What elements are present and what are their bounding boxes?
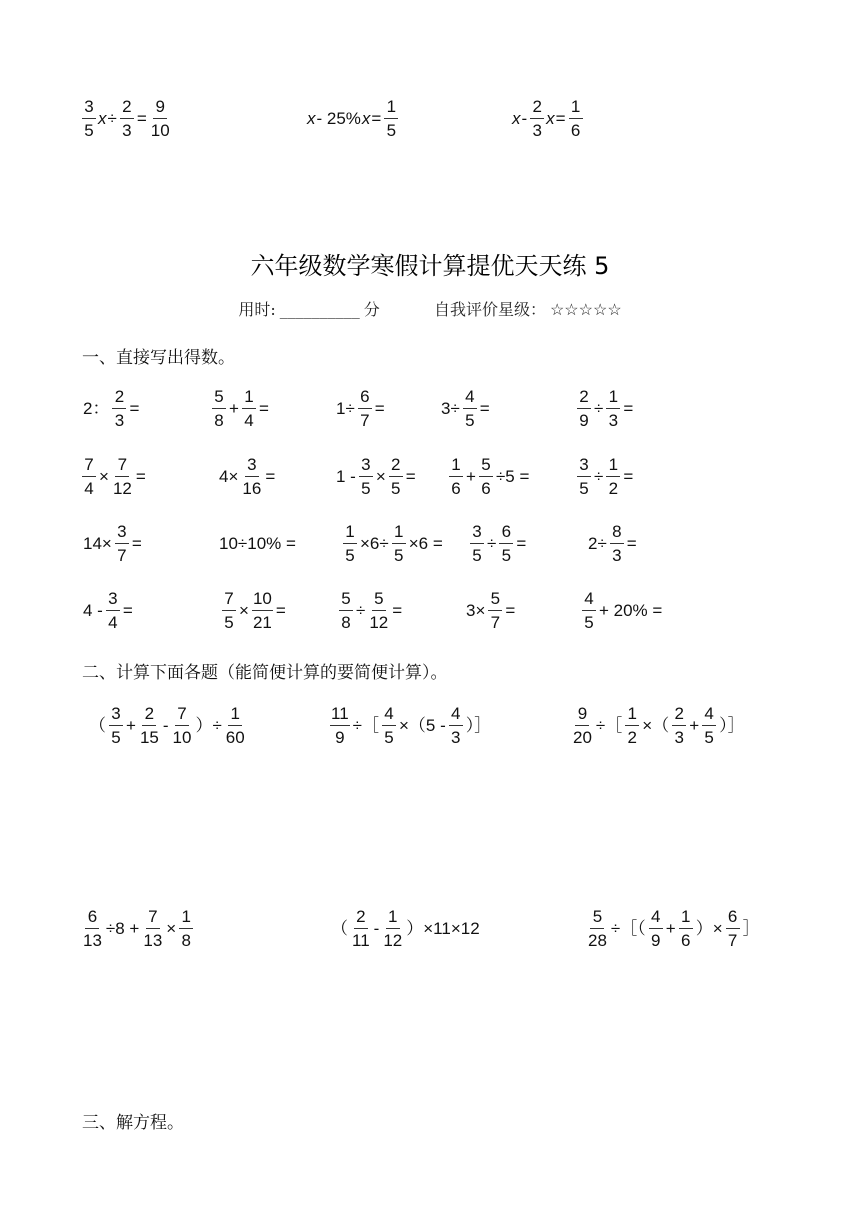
numerator: 1 xyxy=(228,705,242,726)
denominator: 10 xyxy=(150,120,170,140)
numerator: 9 xyxy=(153,98,167,119)
denominator: 8 xyxy=(181,930,191,950)
denominator: 5 xyxy=(111,727,121,747)
denominator: 3 xyxy=(532,120,542,140)
fraction xyxy=(569,98,583,139)
math-text: ）×11×12 xyxy=(406,918,480,938)
fraction xyxy=(606,456,620,497)
denominator: 7 xyxy=(490,612,501,632)
fraction xyxy=(109,705,123,746)
math-expression-oral-20 xyxy=(580,588,663,632)
denominator: 3 xyxy=(612,545,622,565)
fraction xyxy=(112,456,133,497)
math-text: = xyxy=(405,466,416,486)
fraction xyxy=(330,705,350,746)
math-text: ÷ xyxy=(107,108,117,128)
denominator: 13 xyxy=(143,930,163,950)
math-text: 4× xyxy=(219,466,239,486)
math-text: ÷ xyxy=(487,533,497,553)
math-text: = xyxy=(122,600,133,620)
math-expression-top-eq-1 xyxy=(80,96,173,140)
numerator: 11 xyxy=(330,705,350,726)
numerator: 2 xyxy=(112,388,126,409)
variable: x xyxy=(307,108,316,128)
math-text: = xyxy=(374,398,385,418)
numerator: 1 xyxy=(625,705,639,726)
numerator: 3 xyxy=(577,456,591,477)
fraction xyxy=(150,98,171,139)
denominator: 15 xyxy=(139,727,159,747)
fraction xyxy=(499,523,513,564)
numerator: 3 xyxy=(245,456,259,477)
math-expression-oral-17 xyxy=(220,588,287,632)
fraction xyxy=(252,590,273,631)
math-text: - xyxy=(373,918,380,938)
denominator: 2 xyxy=(627,727,637,747)
math-text: ×（ xyxy=(642,715,670,735)
math-text: ×6 = xyxy=(408,533,443,553)
math-text: ÷5 = xyxy=(495,466,530,486)
math-text: ÷ xyxy=(594,398,604,418)
numerator: 6 xyxy=(726,908,740,929)
math-text: ）］ xyxy=(719,715,745,735)
math-expression-calc-2 xyxy=(328,703,492,747)
denominator: 7 xyxy=(727,930,738,950)
denominator: 21 xyxy=(252,612,272,632)
math-text: 1÷ xyxy=(336,398,355,418)
math-text: ÷［ xyxy=(352,715,379,735)
numerator: 7 xyxy=(175,705,189,726)
denominator: 28 xyxy=(588,930,607,950)
math-text: = xyxy=(555,108,566,128)
numerator: 2 xyxy=(577,388,591,409)
fraction xyxy=(672,705,686,746)
fraction xyxy=(222,590,236,631)
numerator: 2 xyxy=(142,705,156,726)
math-text: + 20% = xyxy=(599,600,663,620)
denominator: 5 xyxy=(391,478,401,498)
denominator: 60 xyxy=(225,727,245,747)
numerator: 3 xyxy=(109,705,123,726)
fraction xyxy=(106,590,120,631)
math-text: （ xyxy=(89,715,106,735)
denominator: 5 xyxy=(704,727,714,747)
math-text: ÷8 + xyxy=(105,918,140,938)
numerator: 1 xyxy=(343,523,357,544)
math-expression-oral-3 xyxy=(335,386,386,430)
fraction xyxy=(382,705,396,746)
denominator: 5 xyxy=(472,545,482,565)
fraction xyxy=(726,908,740,949)
math-text: + xyxy=(229,398,239,418)
math-text: ］ xyxy=(742,918,760,938)
denominator: 6 xyxy=(680,930,691,950)
denominator: 6 xyxy=(481,478,491,498)
math-text: 10÷10% = xyxy=(219,533,296,553)
denominator: 13 xyxy=(83,930,102,950)
denominator: 10 xyxy=(172,727,192,747)
math-text: = xyxy=(392,600,403,620)
variable: x xyxy=(546,108,555,128)
math-expression-oral-8 xyxy=(335,454,417,498)
minutes-label: 分 xyxy=(363,300,380,319)
math-expression-calc-6 xyxy=(585,906,761,950)
math-text: × xyxy=(239,600,249,620)
rating-label: 自我评价星级： xyxy=(433,300,546,319)
numerator: 1 xyxy=(606,456,620,477)
math-text: = xyxy=(258,398,269,418)
denominator: 11 xyxy=(352,930,370,950)
variable: x xyxy=(512,108,521,128)
denominator: 12 xyxy=(112,478,132,498)
numerator: 1 xyxy=(569,98,583,119)
numerator: 3 xyxy=(82,98,96,119)
fraction xyxy=(82,98,96,139)
denominator: 20 xyxy=(573,727,592,747)
fraction xyxy=(115,523,129,564)
denominator: 12 xyxy=(369,612,389,632)
math-expression-oral-2 xyxy=(210,386,270,430)
denominator: 5 xyxy=(465,410,475,430)
denominator: 9 xyxy=(335,727,345,747)
numerator: 7 xyxy=(82,456,96,477)
math-text: = xyxy=(479,398,490,418)
math-expression-oral-18 xyxy=(337,588,403,632)
denominator: 5 xyxy=(584,612,594,632)
fraction xyxy=(470,523,484,564)
numerator: 2 xyxy=(354,908,368,929)
fraction xyxy=(225,705,246,746)
denominator: 9 xyxy=(651,930,661,950)
denominator: 9 xyxy=(579,410,589,430)
denominator: 3 xyxy=(451,727,461,747)
math-expression-oral-16 xyxy=(82,588,134,632)
math-expression-oral-4 xyxy=(440,386,491,430)
math-text: = xyxy=(136,108,147,128)
fraction xyxy=(359,456,373,497)
numerator: 2 xyxy=(389,456,403,477)
denominator: 5 xyxy=(361,478,371,498)
denominator: 5 xyxy=(84,120,94,140)
fraction xyxy=(172,705,193,746)
math-text: = xyxy=(129,398,140,418)
math-text: = xyxy=(626,533,637,553)
math-expression-calc-1 xyxy=(88,703,248,747)
numerator: 1 xyxy=(606,388,620,409)
math-text: × xyxy=(166,918,177,938)
math-text: = xyxy=(623,398,634,418)
fraction xyxy=(139,705,160,746)
numerator: 5 xyxy=(212,388,226,409)
fraction xyxy=(351,908,371,949)
fraction xyxy=(241,456,262,497)
numerator: 1 xyxy=(679,908,693,929)
numerator: 5 xyxy=(479,456,493,477)
math-expression-oral-15 xyxy=(587,521,638,565)
math-text: + xyxy=(126,715,136,735)
denominator: 8 xyxy=(214,410,224,430)
math-expression-calc-5 xyxy=(330,906,481,950)
fraction xyxy=(112,388,126,429)
denominator: 3 xyxy=(114,410,125,430)
fraction xyxy=(82,908,103,949)
fraction xyxy=(679,908,693,949)
page-title: 六年级数学寒假计算提优天天练 5 xyxy=(250,252,610,280)
math-text: ×6÷ xyxy=(360,533,389,553)
numerator: 3 xyxy=(106,590,120,611)
math-text: 4 - xyxy=(83,600,103,620)
numerator: 2 xyxy=(672,705,686,726)
math-text: ×（5 - xyxy=(399,715,446,735)
fraction xyxy=(463,388,477,429)
fraction xyxy=(142,908,163,949)
denominator: 5 xyxy=(384,727,394,747)
math-text: + xyxy=(665,918,676,938)
math-text: - xyxy=(162,715,169,735)
fraction xyxy=(625,705,639,746)
math-expression-oral-6 xyxy=(80,454,147,498)
numerator: 6 xyxy=(499,523,513,544)
denominator: 2 xyxy=(608,478,619,498)
fraction xyxy=(530,98,544,139)
denominator: 5 xyxy=(501,545,512,565)
math-text: = xyxy=(623,466,634,486)
fraction xyxy=(587,908,608,949)
math-expression-oral-19 xyxy=(465,588,516,632)
denominator: 5 xyxy=(386,120,397,140)
math-text: × xyxy=(375,466,386,486)
numerator: 4 xyxy=(382,705,396,726)
time-label: 用时: xyxy=(238,300,276,319)
math-text: 2÷ xyxy=(588,533,607,553)
denominator: 5 xyxy=(579,478,589,498)
math-expression-calc-3 xyxy=(570,703,746,747)
math-text: ）× xyxy=(695,918,723,938)
denominator: 6 xyxy=(570,120,581,140)
math-text: - 25% xyxy=(316,108,361,128)
math-text: 2： xyxy=(83,398,110,418)
fraction xyxy=(449,705,463,746)
fraction xyxy=(610,523,624,564)
denominator: 4 xyxy=(108,612,118,632)
numerator: 7 xyxy=(146,908,160,929)
denominator: 4 xyxy=(244,410,254,430)
fraction xyxy=(572,705,593,746)
math-expression-oral-10 xyxy=(575,454,634,498)
denominator: 3 xyxy=(608,410,619,430)
numerator: 6 xyxy=(358,388,372,409)
numerator: 4 xyxy=(582,590,596,611)
numerator: 5 xyxy=(590,908,604,929)
fraction xyxy=(179,908,193,949)
math-text: （ xyxy=(331,918,348,938)
denominator: 16 xyxy=(242,478,262,498)
denominator: 5 xyxy=(345,545,355,565)
denominator: 3 xyxy=(122,120,132,140)
math-expression-oral-7 xyxy=(218,454,276,498)
math-text: + xyxy=(689,715,700,735)
math-text: ÷ xyxy=(356,600,366,620)
fraction xyxy=(384,98,398,139)
denominator: 5 xyxy=(393,545,404,565)
denominator: 5 xyxy=(224,612,234,632)
denominator: 3 xyxy=(674,727,684,747)
math-expression-calc-4 xyxy=(80,906,195,950)
time-rating-line xyxy=(0,297,860,320)
numerator: 2 xyxy=(530,98,544,119)
math-expression-oral-11 xyxy=(82,521,143,565)
fraction xyxy=(120,98,134,139)
numerator: 8 xyxy=(610,523,624,544)
math-expression-oral-5 xyxy=(575,386,634,430)
math-text: × xyxy=(99,466,109,486)
math-text: = xyxy=(516,533,527,553)
math-text: 1 - xyxy=(336,466,356,486)
numerator: 7 xyxy=(115,456,129,477)
numerator: 1 xyxy=(242,388,256,409)
fraction xyxy=(582,590,596,631)
math-text: = xyxy=(265,466,276,486)
fraction xyxy=(339,590,353,631)
fraction xyxy=(343,523,357,564)
numerator: 10 xyxy=(252,590,273,611)
math-text: ÷［ xyxy=(595,715,623,735)
math-expression-top-eq-2 xyxy=(307,96,400,140)
numerator: 3 xyxy=(115,523,129,544)
math-text: = xyxy=(275,600,286,620)
section-2-heading: 二、计算下面各题（能简便计算的要简便计算）。 xyxy=(82,663,448,683)
numerator: 2 xyxy=(120,98,134,119)
denominator: 12 xyxy=(383,930,403,950)
section-3-heading: 三、解方程。 xyxy=(82,1113,184,1133)
denominator: 6 xyxy=(451,478,461,498)
fraction xyxy=(479,456,493,497)
numerator: 7 xyxy=(222,590,236,611)
denominator: 7 xyxy=(117,545,127,565)
math-expression-oral-13 xyxy=(341,521,444,565)
numerator: 5 xyxy=(372,590,386,611)
math-text: 3÷ xyxy=(441,398,460,418)
numerator: 1 xyxy=(449,456,463,477)
numerator: 1 xyxy=(384,98,398,119)
numerator: 4 xyxy=(702,705,716,726)
numerator: 1 xyxy=(386,908,400,929)
fraction xyxy=(606,388,620,429)
fraction xyxy=(392,523,406,564)
numerator: 5 xyxy=(339,590,353,611)
math-expression-oral-9 xyxy=(447,454,530,498)
numerator: 3 xyxy=(359,456,373,477)
fraction xyxy=(82,456,96,497)
numerator: 4 xyxy=(449,705,463,726)
fraction xyxy=(382,908,403,949)
fraction xyxy=(577,388,591,429)
fraction xyxy=(242,388,256,429)
math-text: ）÷ xyxy=(195,715,222,735)
math-text: ÷［（ xyxy=(610,918,646,938)
numerator: 4 xyxy=(649,908,663,929)
fraction xyxy=(488,590,502,631)
math-expression-oral-12 xyxy=(218,521,297,565)
denominator: 7 xyxy=(360,410,370,430)
denominator: 4 xyxy=(84,478,94,498)
math-text: = xyxy=(505,600,516,620)
fraction xyxy=(702,705,716,746)
numerator: 4 xyxy=(463,388,477,409)
numerator: 6 xyxy=(85,908,99,929)
math-text: - xyxy=(521,108,528,128)
time-blank: __________ xyxy=(279,300,360,319)
fraction xyxy=(389,456,403,497)
denominator: 8 xyxy=(341,612,351,632)
math-expression-oral-14 xyxy=(468,521,527,565)
fraction xyxy=(212,388,226,429)
fraction xyxy=(577,456,591,497)
numerator: 1 xyxy=(179,908,193,929)
variable: x xyxy=(98,108,107,128)
rating-stars: ☆☆☆☆☆ xyxy=(549,300,622,319)
fraction xyxy=(368,590,389,631)
section-1-heading: 一、直接写出得数。 xyxy=(82,348,235,368)
math-text: = xyxy=(135,466,146,486)
math-text: ）］ xyxy=(465,715,492,735)
math-text: 14× xyxy=(83,533,112,553)
math-text: = xyxy=(131,533,142,553)
math-text: + xyxy=(466,466,476,486)
math-text: ÷ xyxy=(594,466,604,486)
math-expression-top-eq-3 xyxy=(512,96,585,140)
numerator: 1 xyxy=(392,523,406,544)
math-text: = xyxy=(371,108,382,128)
fraction xyxy=(358,388,372,429)
numerator: 3 xyxy=(470,523,484,544)
numerator: 5 xyxy=(488,590,502,611)
math-text: 3× xyxy=(466,600,486,620)
variable: x xyxy=(361,108,371,128)
numerator: 9 xyxy=(575,705,589,726)
fraction xyxy=(449,456,463,497)
fraction xyxy=(649,908,663,949)
math-expression-oral-1 xyxy=(82,386,140,430)
